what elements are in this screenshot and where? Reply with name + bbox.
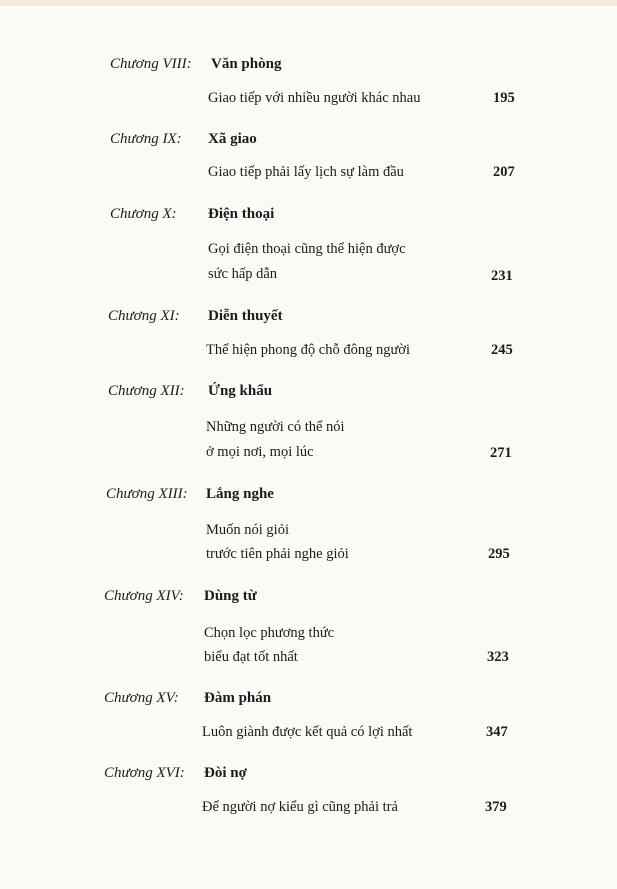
chapter-title: Điện thoại: [208, 206, 275, 222]
entry-line: trước tiên phải nghe giỏi: [206, 546, 349, 562]
page-number: 195: [493, 90, 515, 106]
chapter-title: Đàm phán: [204, 690, 272, 706]
chapter-label: Chương XIV:: [104, 588, 184, 604]
entry-line: Chọn lọc phương thức: [204, 625, 335, 641]
page-number: 379: [485, 799, 507, 815]
entry-line: Gọi điện thoại cũng thể hiện được: [208, 241, 406, 257]
entry-line: Giao tiếp phải lấy lịch sự làm đầu: [208, 164, 404, 180]
chapter-label: Chương XVI:: [104, 765, 185, 781]
chapter-title: Ứng khẩu: [208, 383, 273, 399]
page-number: 271: [490, 445, 512, 461]
chapter-title: Lắng nghe: [206, 486, 274, 502]
chapter-label: Chương X:: [110, 206, 177, 222]
entry-line: biểu đạt tốt nhất: [204, 649, 298, 665]
entry-line: Thể hiện phong độ chỗ đông người: [206, 342, 410, 358]
entry-line: ở mọi nơi, mọi lúc: [206, 444, 314, 460]
chapter-label: Chương XV:: [104, 690, 179, 706]
chapter-label: Chương XIII:: [106, 486, 188, 502]
chapter-title: Diễn thuyết: [208, 308, 283, 324]
chapter-label: Chương IX:: [110, 131, 182, 147]
entry-line: Những người có thể nói: [206, 419, 345, 435]
entry-line: sức hấp dẫn: [208, 266, 278, 282]
chapter-label: Chương VIII:: [110, 56, 192, 72]
entry-line: Muốn nói giỏi: [206, 522, 289, 538]
page-number: 295: [488, 546, 510, 562]
page-number: 207: [493, 164, 515, 180]
entry-line: Giao tiếp với nhiều người khác nhau: [208, 90, 421, 106]
page-number: 245: [491, 342, 513, 358]
chapter-label: Chương XII:: [108, 383, 185, 399]
entry-line: Để người nợ kiểu gì cũng phải trả: [202, 799, 398, 815]
chapter-title: Xã giao: [208, 131, 257, 147]
page-number: 347: [486, 724, 508, 740]
entry-line: Luôn giành được kết quả có lợi nhất: [202, 724, 413, 740]
page-number: 323: [487, 649, 509, 665]
chapter-title: Dùng từ: [204, 588, 257, 604]
chapter-label: Chương XI:: [108, 308, 180, 324]
chapter-title: Văn phòng: [211, 56, 282, 72]
page-number: 231: [491, 268, 513, 284]
chapter-title: Đòi nợ: [204, 765, 247, 781]
